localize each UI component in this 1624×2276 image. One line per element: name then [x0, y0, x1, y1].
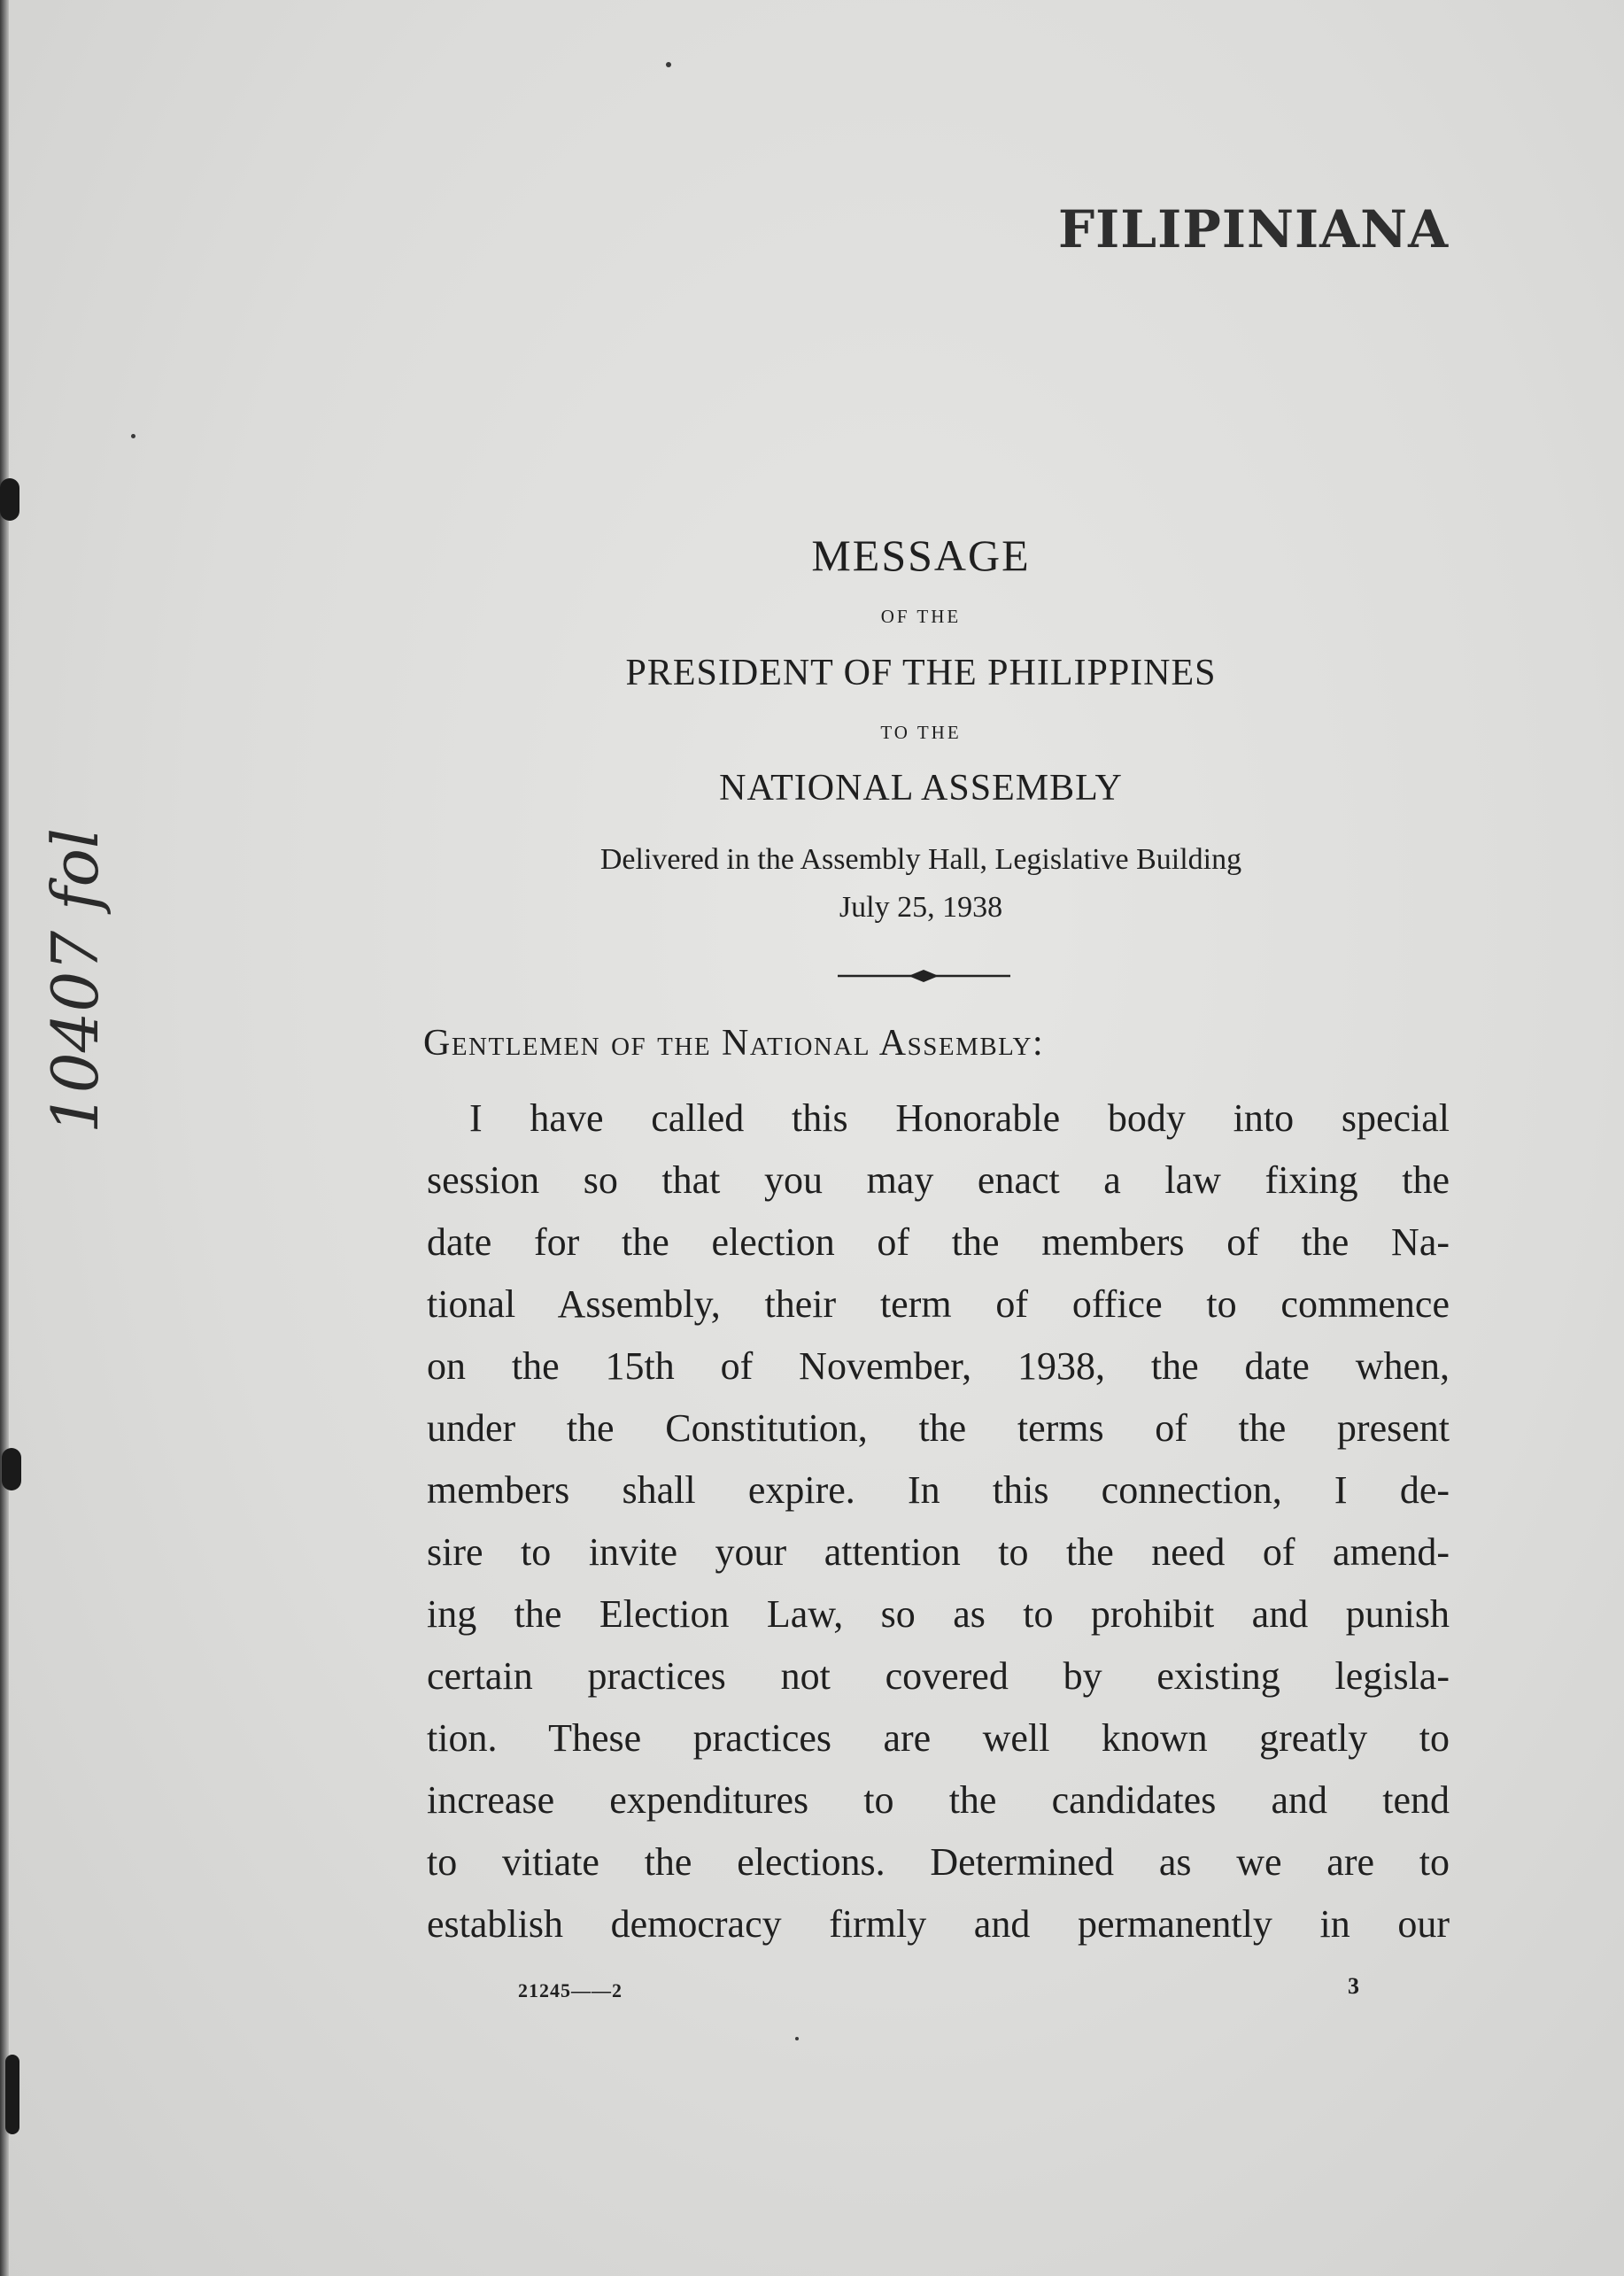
print-code: 21245——2	[518, 1979, 623, 2001]
salutation-word: of the	[611, 1023, 712, 1064]
body-line: to vitiate the elections. Determined as we are to	[427, 1840, 1450, 1884]
svg-text:10407 fol: 10407 fol	[38, 828, 112, 1134]
salutation	[423, 1022, 1044, 1064]
body-line: under the Constitution, the terms of the present	[427, 1406, 1450, 1450]
salutation-colon: :	[1032, 1023, 1045, 1064]
dust-speck	[666, 62, 671, 67]
body-line: tional Assembly, their term of office to commence	[427, 1282, 1450, 1326]
delivery-date: July 25, 1938	[839, 891, 1003, 924]
body-line: date for the election of the members of the Na-	[427, 1220, 1450, 1264]
body-line: I have called this Honorable body into special	[469, 1096, 1450, 1140]
page-number: 3	[1348, 1973, 1359, 1999]
title-connector-of: OF THE	[880, 606, 962, 627]
body-line: session so that you may enact a law fixing the	[427, 1158, 1450, 1202]
dust-speck	[795, 2037, 799, 2040]
title-connector-to: TO THE	[880, 722, 962, 743]
body-line: on the 15th of November, 1938, the date when,	[427, 1344, 1450, 1388]
body-line: increase expenditures to the candidates and tend	[427, 1778, 1450, 1822]
delivery-location: Delivered in the Assembly Hall, Legislative Building	[599, 843, 1242, 876]
salutation-initial: N	[722, 1023, 750, 1064]
body-line: ing the Election Law, so as to prohibit and punish	[427, 1592, 1450, 1636]
binding-hole-top	[0, 478, 19, 521]
dust-speck	[131, 434, 135, 438]
document-title: MESSAGE	[811, 530, 1031, 580]
body-line: tion. These practices are well known greatly to	[427, 1716, 1450, 1760]
body-line: members shall expire. In this connection, I de-	[427, 1468, 1450, 1512]
body-line: certain practices not covered by existing legisla-	[427, 1654, 1450, 1698]
title-president: PRESIDENT OF THE PHILIPPINES	[625, 653, 1217, 693]
binding-edge	[0, 0, 9, 2276]
salutation-initial: G	[423, 1023, 452, 1064]
salutation-initial: A	[878, 1023, 908, 1064]
body-line: sire to invite your attention to the need of amend-	[427, 1530, 1450, 1574]
ornamental-divider	[838, 965, 1010, 987]
binding-hole-lower	[5, 2055, 19, 2134]
salutation-word: ational	[749, 1023, 871, 1064]
binding-hole-middle	[2, 1448, 21, 1490]
filipiniana-stamp: FILIPINIANA	[1058, 199, 1450, 259]
message-body	[427, 1088, 1450, 1955]
title-assembly: NATIONAL ASSEMBLY	[719, 768, 1123, 809]
handwritten-catalog-note	[27, 828, 124, 1142]
salutation-word: entlemen	[451, 1023, 601, 1064]
body-line: establish democracy firmly and permanently in our	[427, 1902, 1450, 1946]
salutation-word: ssembly	[907, 1023, 1032, 1064]
